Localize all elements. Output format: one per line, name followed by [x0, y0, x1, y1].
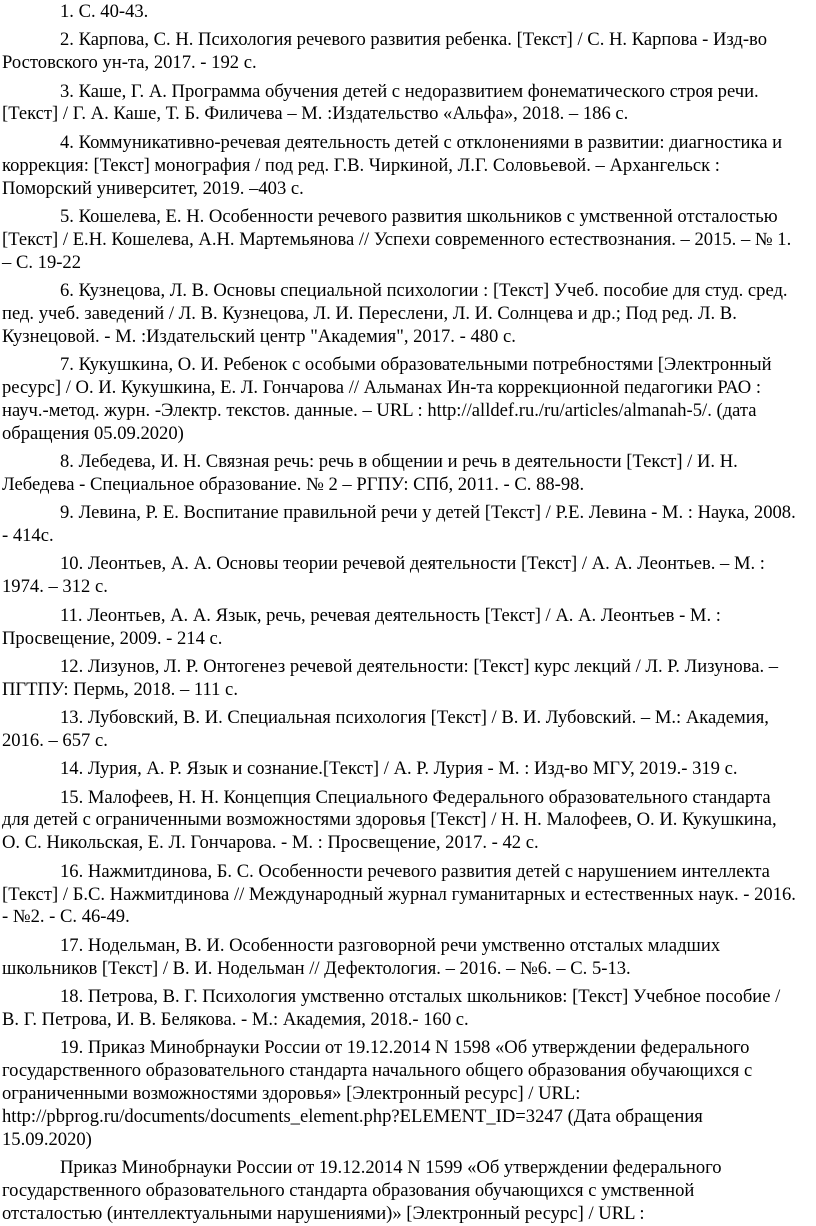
reference-entry: 15. Малофеев, Н. Н. Концепция Специального Федерального образовательного стандарта для детей с ограниченными возможностями здоровья [Текст] / Н. Н. Малофеев, О. И. Кукушкина, О. С. Никольская, Е. Л. Гончарова. - М. : Просвещение, 2017. - 42 с. [2, 786, 777, 854]
reference-entry: 16. Нажмитдинова, Б. С. Особенности речевого развития детей с нарушением интеллекта [Текст] / Б.С. Нажмитдинова // Международный журнал гуманитарных и естественных наук. - 2016. - №2. - С. 46-49. [2, 860, 796, 928]
reference-entry: 12. Лизунов, Л. Р. Онтогенез речевой деятельности: [Текст] курс лекций / Л. Р. Лизунова. – ПГТПУ: Пермь, 2018. – 111 с. [2, 655, 779, 700]
reference-entry: 19. Приказ Минобрнауки России от 19.12.2014 N 1598 «Об утверждении федерального государственного образовательного стандарта начального общего образования обучающихся с ограниченными возможностями здоровья» [Электронный ресурс] / URL: http://pbprog.ru/documents/documents_element.php?ELEMENT_ID=3247 (Дата обращения 15.09.2020) [2, 1037, 753, 1150]
reference-entry: 3. Каше, Г. А. Программа обучения детей с недоразвитием фонематического строя речи. [Текст] / Г. А. Каше, Т. Б. Филичева – М. :Издательство «Альфа», 2018. – 186 с. [2, 80, 759, 125]
reference-entry: 11. Леонтьев, А. А. Язык, речь, речевая деятельность [Текст] / А. А. Леонтьев - М. : Просвещение, 2009. - 214 с. [2, 604, 721, 649]
reference-entry: 13. Лубовский, В. И. Специальная психология [Текст] / В. И. Лубовский. – М.: Академия, 2016. – 657 с. [2, 707, 769, 751]
reference-entry: 9. Левина, Р. Е. Воспитание правильной речи у детей [Текст] / Р.Е. Левина - М. : Наука, 2008. - 414с. [2, 502, 796, 547]
reference-entry: Приказ Минобрнауки России от 19.12.2014 N 1599 «Об утверждении федерального государственного образовательного стандарта образования обучающихся с умственной отсталостью (интеллектуальными нарушениями)» [Электронный ресурс] / URL : [2, 1157, 722, 1224]
reference-entry: 18. Петрова, В. Г. Психология умственно отсталых школьников: [Текст] Учебное пособие / В. Г. Петрова, И. В. Белякова. - М.: Академия, 2018.- 160 с. [2, 985, 781, 1030]
reference-entry: 17. Нодельман, В. И. Особенности разговорной речи умственно отсталых младших школьников [Текст] / В. И. Нодельман // Дефектология. – 2016. – №6. – С. 5-13. [2, 934, 721, 979]
reference-entry: 10. Леонтьев, А. А. Основы теории речевой деятельности [Текст] / А. А. Леонтьев. – М. : 1974. – 312 с. [2, 553, 765, 598]
reference-entry: 4. Коммуникативно-речевая деятельность детей с отклонениями в развитии: диагностика и коррекция: [Текст] монография / под ред. Г.В. Чиркиной, Л.Г. Соловьевой. – Архангельск : Поморский университет, 2019. –403 с. [2, 131, 783, 199]
reference-entry: 6. Кузнецова, Л. В. Основы специальной психологии : [Текст] Учеб. пособие для студ. сред. пед. учеб. заведений / Л. В. Кузнецова, Л. И. Переслени, Л. И. Солнцева и др.; Под ред. Л. В. Кузнецовой. - М. :Издательский центр "Академия", 2017. - 480 с. [2, 279, 788, 347]
reference-entry: 5. Кошелева, Е. Н. Особенности речевого развития школьников с умственной отсталостью [Текст] / Е.Н. Кошелева, А.Н. Мартемьянова // Успехи современного естествознания. – 2015. – № 1. – С. 19-22 [2, 205, 792, 273]
reference-entry: 1. С. 40-43. [60, 1, 149, 22]
reference-entry: 7. Кукушкина, О. И. Ребенок с особыми образовательными потребностями [Электронный ресурс] / О. И. Кукушкина, Е. Л. Гончарова // Альманах Ин-та коррекционной педагогики РАО : науч.-метод. журн. -Электр. текстов. данные. – URL : http://alldef.ru./ru/articles/almanah-5/. (дата обращения 05.09.2020) [2, 354, 772, 444]
reference-entry: 8. Лебедева, И. Н. Связная речь: речь в общении и речь в деятельности [Текст] / И. Н. Лебедева - Специальное образование. № 2 – РГПУ: СПб, 2011. - С. 88-98. [2, 451, 738, 495]
reference-entry: 14. Лурия, А. Р. Язык и сознание.[Текст] / А. Р. Лурия - М. : Изд-во МГУ, 2019.- 319 с. [60, 758, 738, 780]
reference-entry: 2. Карпова, С. Н. Психология речевого развития ребенка. [Текст] / С. Н. Карпова - Изд-во Ростовского ун-та, 2017. - 192 с. [2, 29, 767, 74]
